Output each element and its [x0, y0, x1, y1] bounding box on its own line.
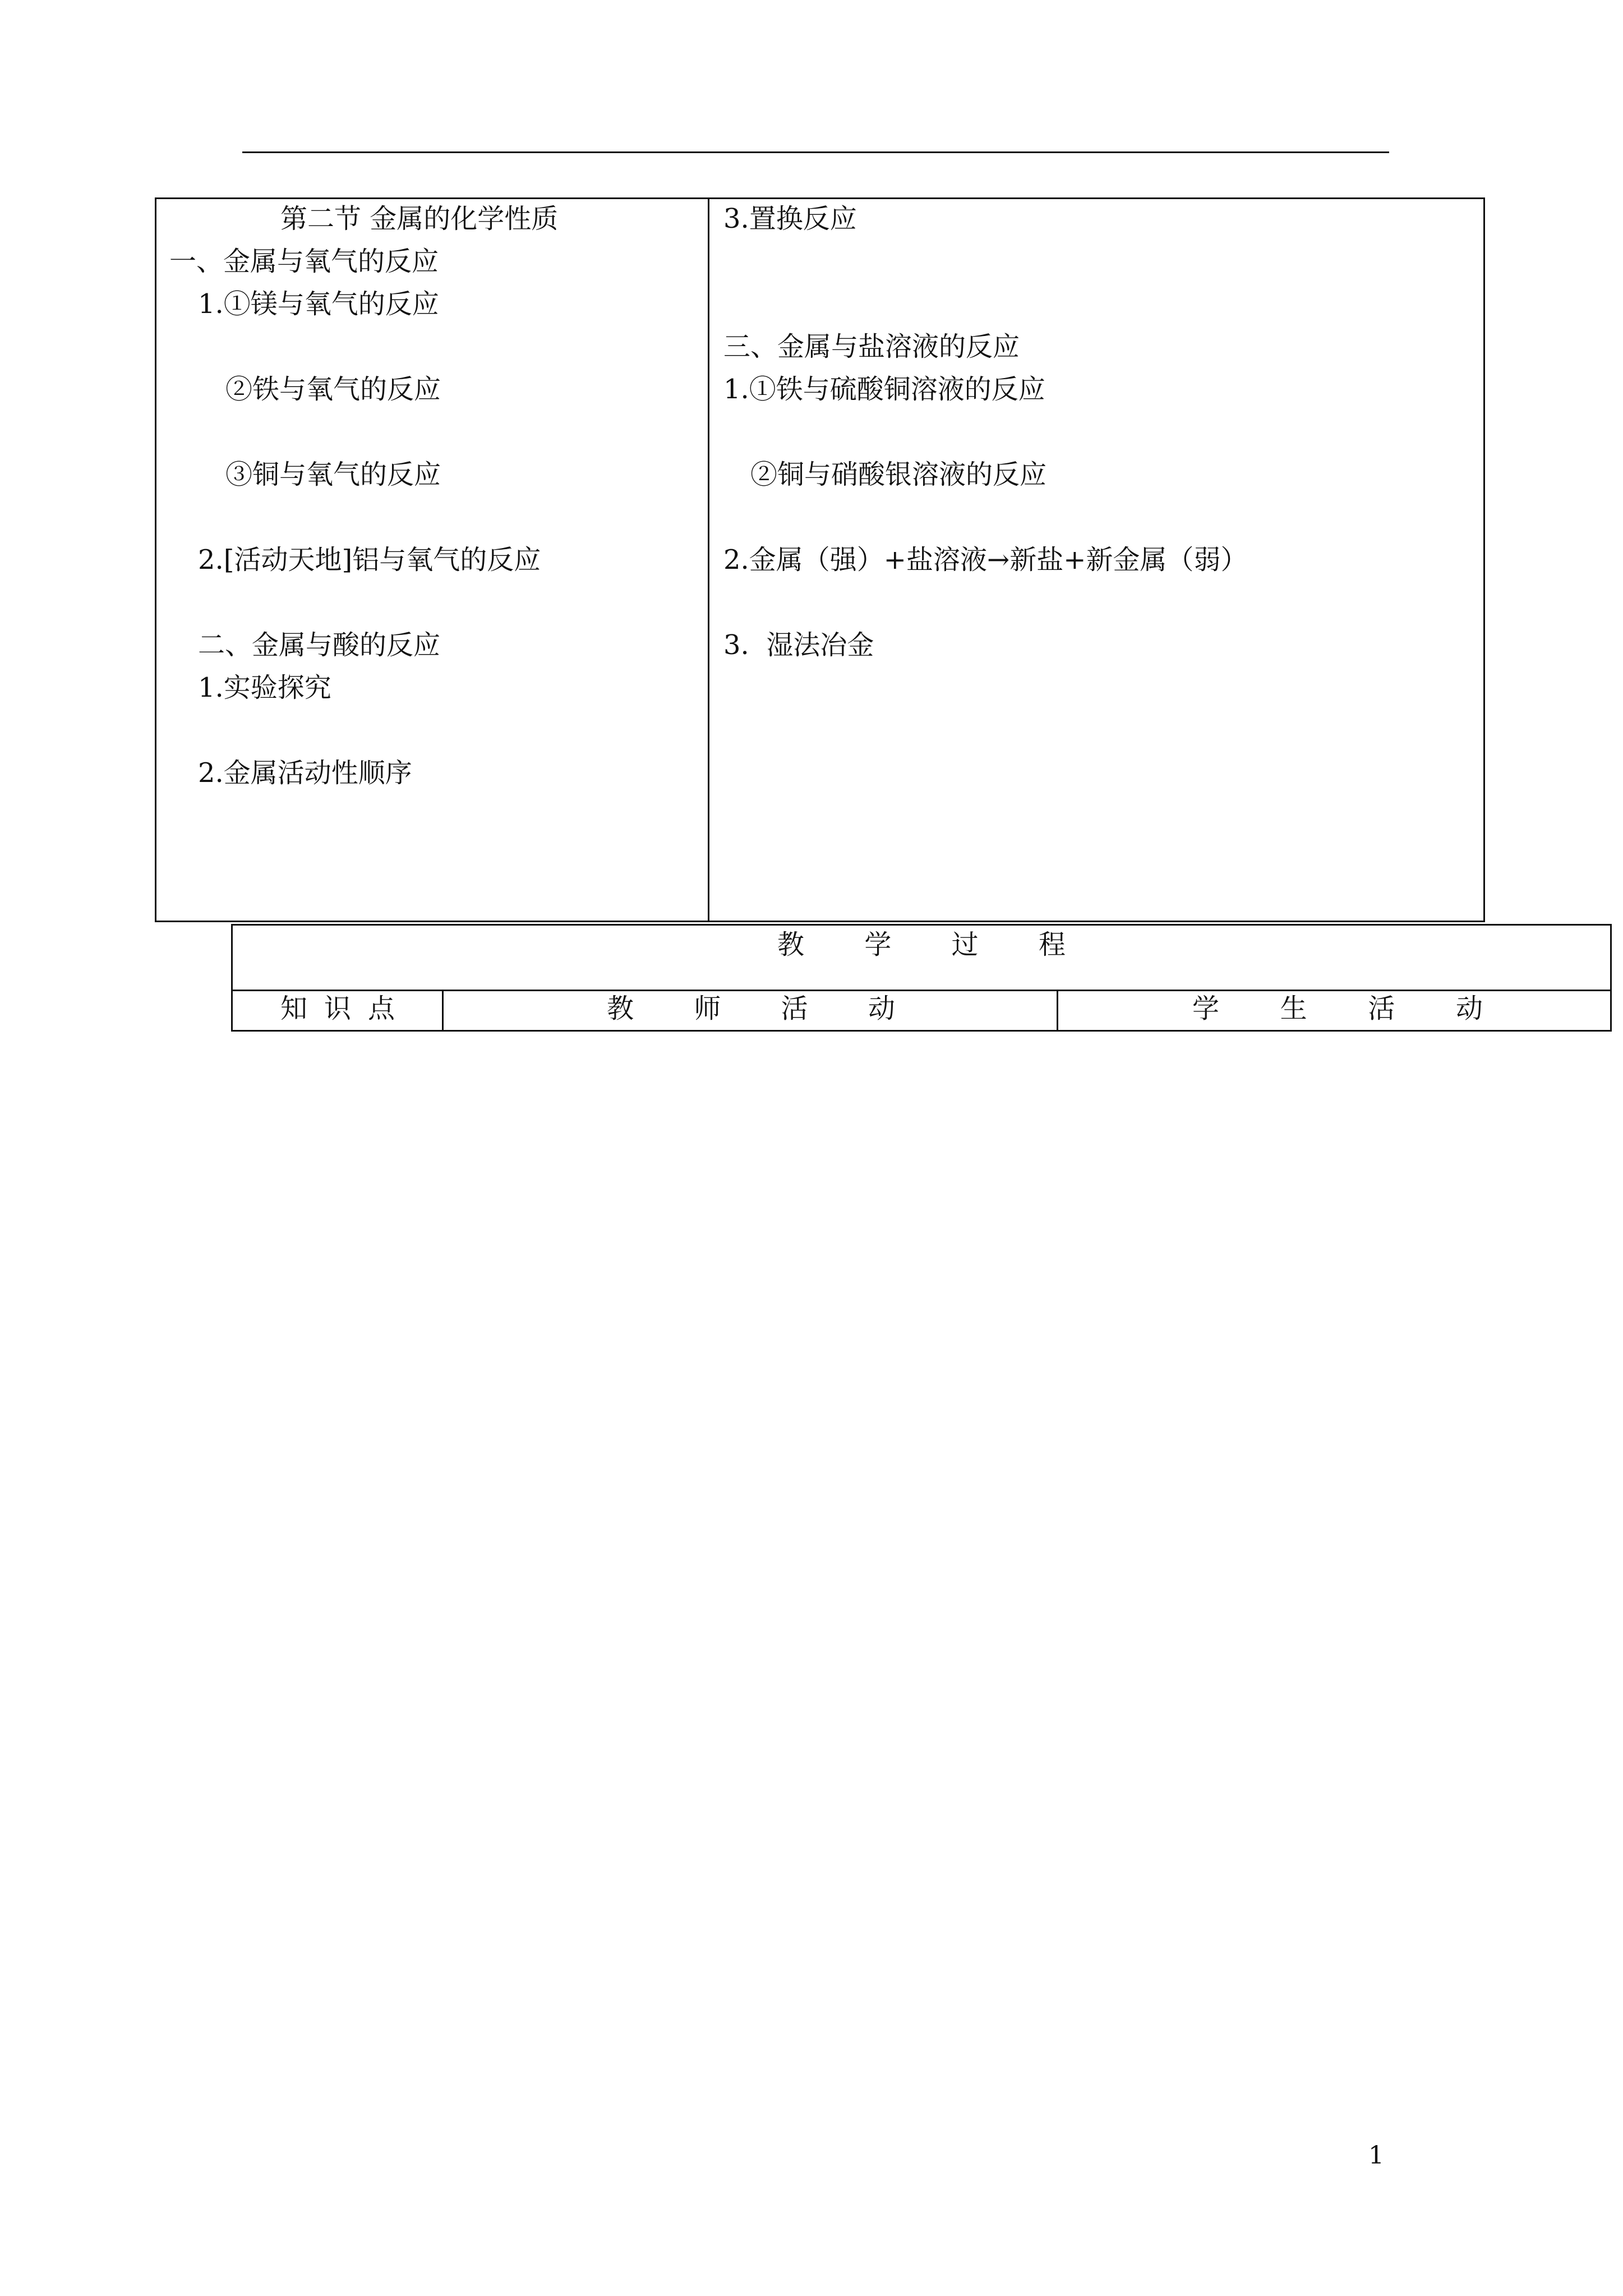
board-column-divider [708, 197, 709, 922]
heading-metal-oxygen: 一、金属与氧气的反应 [169, 246, 439, 277]
process-header-rule [231, 990, 1612, 991]
col-header-student: 学 生 活 动 [1192, 993, 1483, 1024]
item-experiment: 1.实验探究 [198, 672, 331, 703]
header-rule [242, 151, 1389, 153]
item-copper-silver-nitrate: ②铜与硝酸银溶液的反应 [750, 459, 1047, 490]
process-title: 教 学 过 程 [777, 929, 1066, 960]
process-col-divider-1 [442, 990, 444, 1032]
item-iron-oxygen: ②铁与氧气的反应 [225, 374, 441, 405]
page-number: 1 [1368, 2141, 1384, 2170]
item-activity-series: 2.金属活动性顺序 [198, 757, 412, 789]
process-col-divider-2 [1057, 990, 1058, 1032]
item-iron-copper-sulfate: 1.①铁与硫酸铜溶液的反应 [723, 374, 1045, 405]
item-hydrometallurgy: 3. 湿法冶金 [723, 629, 874, 661]
heading-metal-acid: 二、金属与酸的反应 [198, 629, 441, 661]
col-header-teacher: 教 师 活 动 [607, 993, 895, 1024]
item-magnesium-oxygen: 1.①镁与氧气的反应 [198, 288, 439, 320]
item-copper-oxygen: ③铜与氧气的反应 [225, 459, 441, 490]
col-header-knowledge: 知 识 点 [280, 993, 395, 1024]
heading-metal-salt: 三、金属与盐溶液的反应 [723, 331, 1020, 362]
item-salt-rule: 2.金属（强）+盐溶液→新盐+新金属（弱） [723, 544, 1248, 576]
item-aluminum-oxygen: 2.[活动天地]铝与氧气的反应 [198, 544, 541, 576]
item-displacement: 3.置换反应 [723, 203, 857, 234]
section-title: 第二节 金属的化学性质 [280, 203, 559, 234]
